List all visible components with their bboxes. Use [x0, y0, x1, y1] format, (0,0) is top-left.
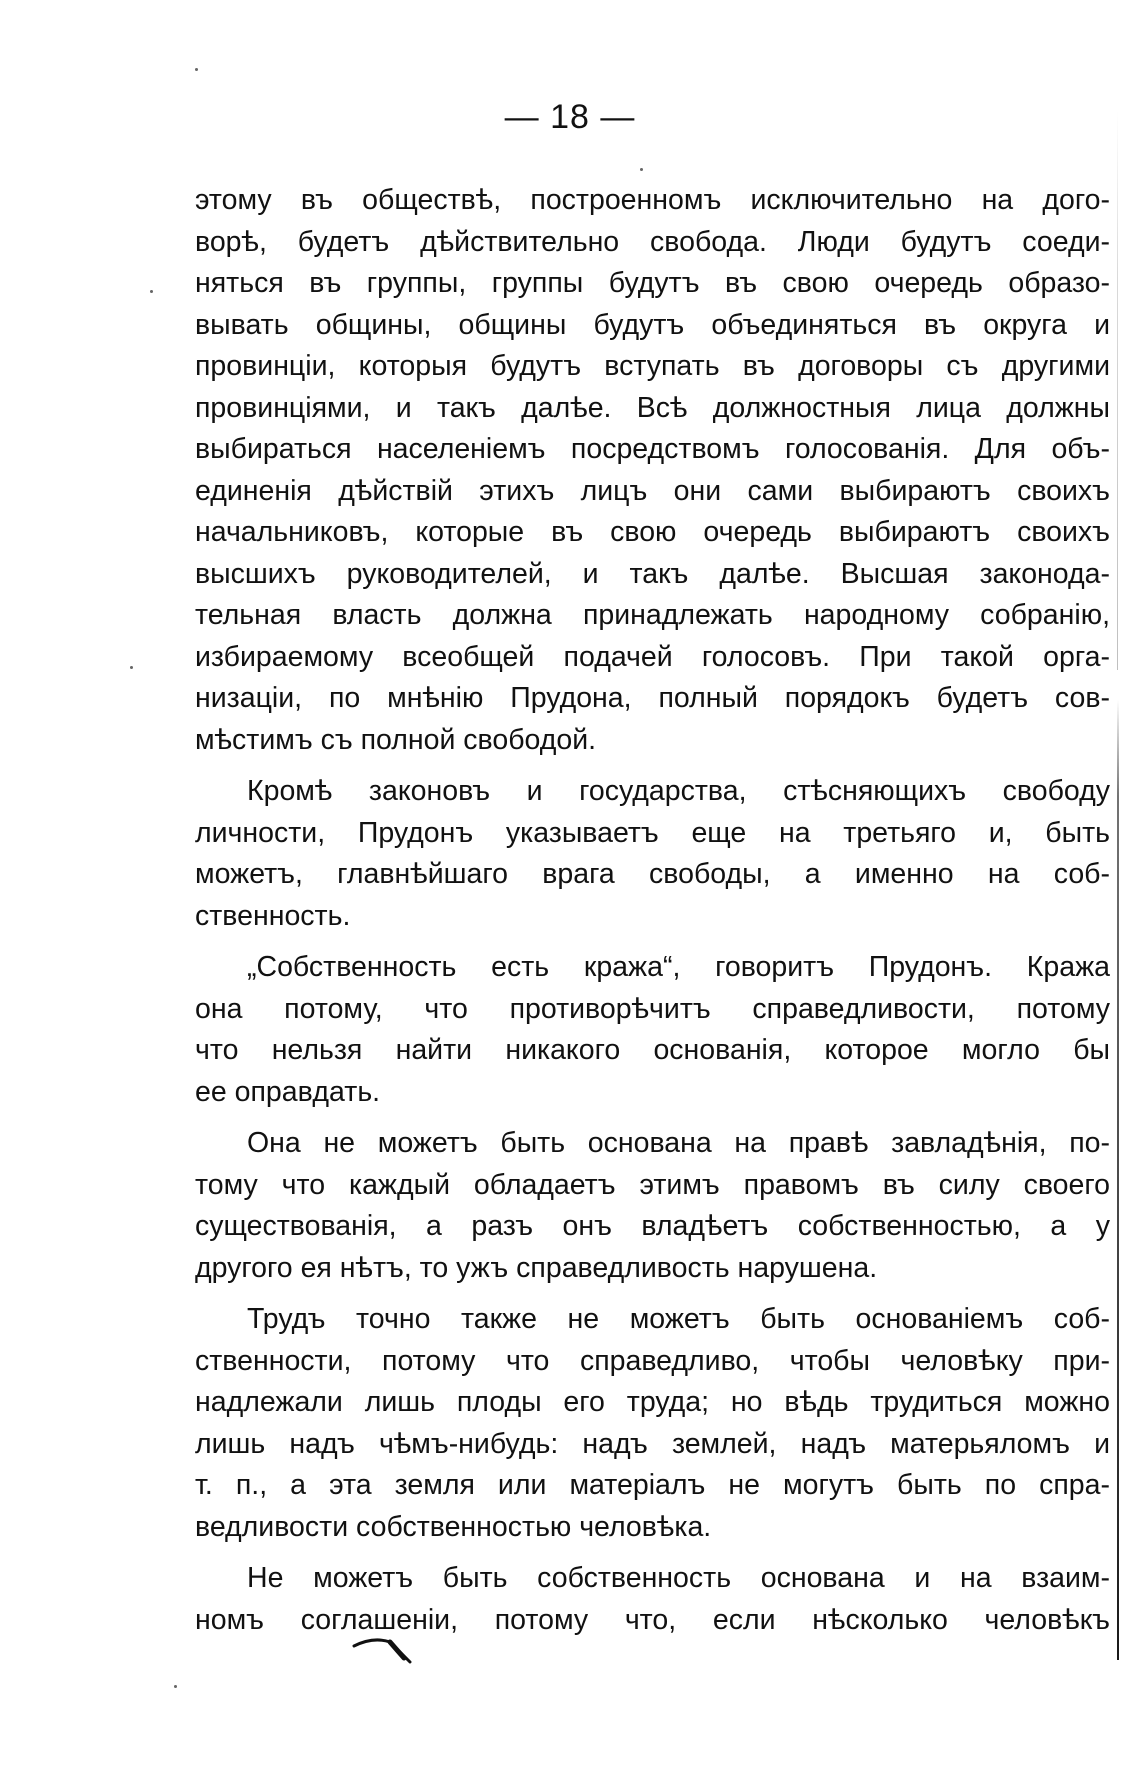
- text-line: „Собственность есть кража“, говоритъ Прудонъ. Кража: [247, 951, 1110, 983]
- text-line: вывать общины, общины будутъ объединяться въ округа и: [195, 308, 1110, 341]
- text-line: можетъ, главнѣйшаго врага свободы, а именно на соб-: [195, 858, 1110, 890]
- text-line: ворѣ, будетъ дѣйствительно свобода. Люди будутъ соеди-: [195, 225, 1110, 258]
- paragraph: [195, 771, 1110, 937]
- text-line: Трудъ точно также не можетъ быть основаніемъ соб-: [247, 1303, 1110, 1335]
- text-line: Она не можетъ быть основана на правѣ завладѣнія, по-: [247, 1127, 1110, 1159]
- text-line: Не можетъ быть собственность основана и на взаим-: [247, 1562, 1110, 1594]
- text-line: ведливости собственностью человѣка.: [195, 1510, 712, 1543]
- paragraph: [195, 180, 1110, 761]
- text-line: ственности, потому что справедливо, чтобы человѣку при-: [195, 1344, 1110, 1377]
- text-line: тому что каждый обладаетъ этимъ правомъ въ силу своего: [195, 1168, 1110, 1201]
- text-line: ее оправдать.: [195, 1075, 381, 1108]
- paragraph: [195, 1299, 1110, 1548]
- text-line: она потому, что противорѣчитъ справедливости, потому: [195, 992, 1110, 1025]
- scan-speck: [130, 666, 133, 669]
- text-line: существованія, а разъ онъ владѣетъ собственностью, а у: [195, 1210, 1110, 1242]
- text-line: мѣстимъ съ полной свободой.: [195, 723, 597, 756]
- text-line: что нельзя найти никакого основанія, которое могло бы: [195, 1034, 1110, 1066]
- text-line: низаціи, по мнѣнію Прудона, полный порядокъ будетъ сов-: [195, 682, 1110, 714]
- text-line: провинціи, которыя будутъ вступать въ договоры съ другими: [195, 350, 1110, 382]
- scan-edge-line-faint: [1117, 110, 1118, 670]
- paragraph: [195, 947, 1110, 1113]
- ornament-icon: [352, 1628, 422, 1668]
- text-line: провинціями, и такъ далѣе. Всѣ должностныя лица должны: [195, 391, 1110, 424]
- paragraph: [195, 1123, 1110, 1289]
- page-number: — 18 —: [504, 98, 636, 136]
- text-line: личности, Прудонъ указываетъ еще на третьяго и, быть: [195, 816, 1110, 849]
- text-line: Кромѣ законовъ и государства, стѣсняющихъ свободу: [247, 775, 1110, 807]
- text-line: номъ соглашеніи, потому что, если нѣсколько человѣкъ: [195, 1603, 1110, 1636]
- scan-speck: [195, 68, 198, 71]
- text-line: надлежали лишь плоды его труда; но вѣдь трудиться можно: [195, 1386, 1110, 1418]
- text-line: тельная власть должна принадлежать народному собранію,: [195, 599, 1110, 631]
- text-line: начальниковъ, которые въ свою очередь выбираютъ своихъ: [195, 516, 1110, 548]
- scan-speck: [150, 290, 153, 293]
- text-line: высшихъ руководителей, и такъ далѣе. Высшая законода-: [195, 557, 1110, 590]
- text-line: избираемому всеобщей подачей голосовъ. При такой орга-: [195, 640, 1110, 673]
- scan-speck: [640, 168, 643, 171]
- text-line: лишь надъ чѣмъ-нибудь: надъ землей, надъ матерьяломъ и: [195, 1427, 1110, 1460]
- body-text: [195, 180, 1110, 1641]
- text-line: т. п., а эта земля или матеріалъ не могутъ быть по спра-: [195, 1469, 1110, 1501]
- text-line: этому въ обществѣ, построенномъ исключительно на дого-: [195, 184, 1110, 216]
- text-line: выбираться населеніемъ посредствомъ голосованія. Для объ-: [195, 433, 1110, 465]
- text-line: другого ея нѣтъ, то ужъ справедливость нарушена.: [195, 1251, 878, 1284]
- paragraph: [195, 1558, 1110, 1641]
- text-line: ственность.: [195, 899, 351, 932]
- scan-edge-line: [1117, 700, 1119, 1660]
- text-line: няться въ группы, группы будутъ въ свою очередь образо-: [195, 267, 1110, 299]
- scan-speck: [174, 1685, 177, 1688]
- text-line: единенія дѣйствій этихъ лицъ они сами выбираютъ своихъ: [195, 474, 1110, 507]
